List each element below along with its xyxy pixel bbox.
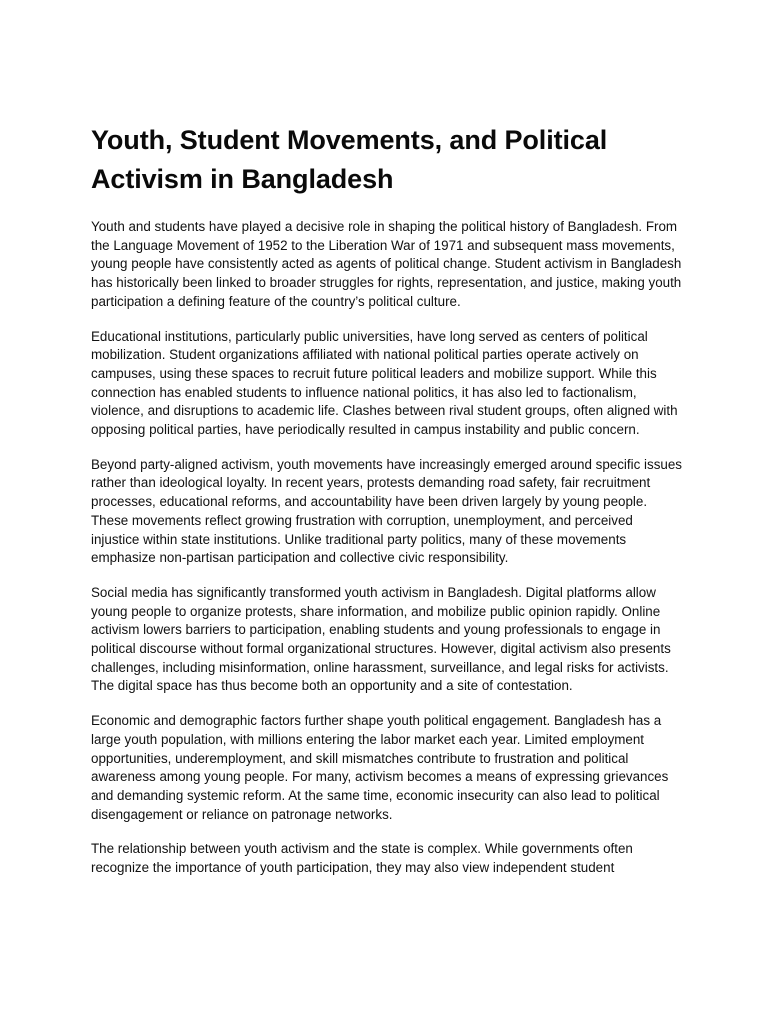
- paragraph-3: Beyond party-aligned activism, youth movements have increasingly emerged around specific issues rather than ideological loyalty. In recent years, protests demanding road safety, fair recruitment processes, educational reforms, and accountability have been driven largely by young people. These movements reflect growing frustration with corruption, unemployment, and perceived injustice within state institutions. Unlike traditional party politics, many of these movements emphasize non-partisan participation and collective civic responsibility.: [91, 456, 682, 566]
- paragraph-5: Economic and demographic factors further shape youth political engagement. Bangladesh has a large youth population, with millions entering the labor market each year. Limited employment opportunities, underemployment, and skill mismatches contribute to frustration and political awareness among young people. For many, activism becomes a means of expressing grievances and demanding systemic reform. At the same time, economic insecurity can also lead to political disengagement or reliance on patronage networks.: [91, 713, 669, 822]
- document-body: [91, 121, 683, 894]
- paragraph-4: Social media has significantly transformed youth activism in Bangladesh. Digital platforms allow young people to organize protests, share information, and mobilize public opinion rapidly. Online activism lowers barriers to participation, enabling students and young professionals to engage in political discourse without formal organizational structures. However, digital activism also presents challenges, including misinformation, online harassment, surveillance, and legal risks for activists. The digital space has thus become both an opportunity and a site of contestation.: [91, 584, 671, 694]
- paragraph-2: Educational institutions, particularly public universities, have long served as centers of political mobilization. Student organizations affiliated with national political parties operate actively on campuses, using these spaces to recruit future political leaders and mobilize support. While this connection has enabled students to influence national politics, it has also led to factionalism, violence, and disruptions to academic life. Clashes between rival student groups, often aligned with opposing political parties, have periodically resulted in campus instability and public concern.: [91, 328, 678, 438]
- paragraph-1: Youth and students have played a decisive role in shaping the political history of Bangladesh. From the Language Movement of 1952 to the Liberation War of 1971 and subsequent mass movements, young people have consistently acted as agents of political change. Student activism in Bangladesh has historically been linked to broader struggles for rights, representation, and justice, making youth participation a defining feature of the country’s political culture.: [91, 219, 682, 309]
- paragraph-6: The relationship between youth activism and the state is complex. While governments often recognize the importance of youth participation, they may also view independent student: [91, 841, 633, 876]
- document-title: Youth, Student Movements, and Political Activism in Bangladesh: [91, 125, 608, 194]
